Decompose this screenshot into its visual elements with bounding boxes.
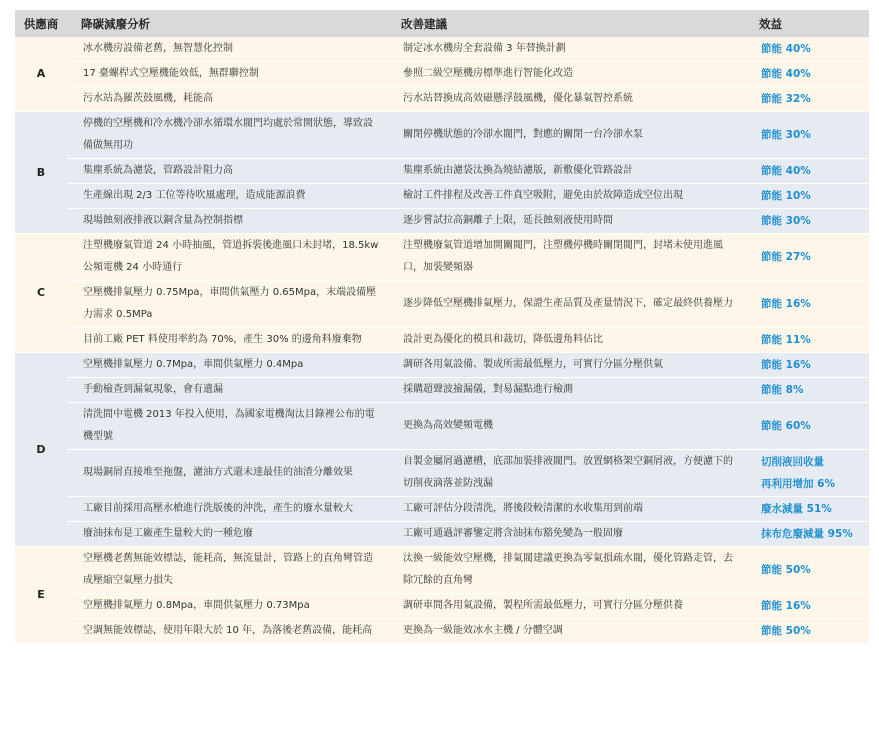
- header-effect: 效益: [745, 10, 869, 37]
- effect-cell: [745, 209, 869, 234]
- table-row: [15, 234, 869, 281]
- effect-cell: [745, 522, 869, 547]
- improvement-table: [15, 10, 869, 644]
- effect-cell: [745, 281, 869, 328]
- suggestion-cell: 檢討工件排程及改善工件真空吸附，避免由於故障造成空位出現: [387, 184, 745, 209]
- effect-value: 節能 11%: [761, 334, 811, 346]
- effect-value: 再利用增加 6%: [761, 478, 835, 490]
- analysis-cell: 污水站為羅茨鼓風機，耗能高: [67, 87, 387, 112]
- suggestion-cell: 調研車間各用氣設備，製程所需最低壓力，可實行分區分壓供養: [387, 594, 745, 619]
- effect-value: 節能 50%: [761, 564, 811, 576]
- analysis-cell: 空壓機老舊無能效標誌，能耗高，無流量計，管路上的直角彎管造成壓縮空氣壓力損失: [67, 547, 387, 594]
- suggestion-cell: 制定冰水機房全套設備 3 年替換計劃: [387, 37, 745, 62]
- analysis-cell: 生產線出現 2/3 工位等待吹風處理，造成能源浪費: [67, 184, 387, 209]
- suggestion-cell: 更換為一級能效冰水主機 / 分體空調: [387, 619, 745, 644]
- suggestion-cell: 關閉停機狀態的冷卻水閥門，對應的關閉一台冷卻水泵: [387, 112, 745, 159]
- analysis-cell: 17 臺螺桿式空壓機能效低，無群聯控制: [67, 62, 387, 87]
- effect-cell: [745, 497, 869, 522]
- effect-value: 節能 30%: [761, 215, 811, 227]
- analysis-cell: 停機的空壓機和冷水機冷卻水循環水閥門均處於常開狀態，導致設備做無用功: [67, 112, 387, 159]
- analysis-cell: 冰水機房設備老舊，無智慧化控制: [67, 37, 387, 62]
- effect-cell: [745, 547, 869, 594]
- suggestion-cell: 工廠可通過評審鑒定將含油抹布豁免變為一般固廢: [387, 522, 745, 547]
- header-suggestion: 改善建議: [387, 10, 745, 37]
- suggestion-cell: 逐步降低空壓機排氣壓力，保證生產品質及產量情況下，確定最終供養壓力: [387, 281, 745, 328]
- improvement-table-container: [15, 10, 869, 644]
- effect-value: 抹布危廢減量 95%: [761, 528, 853, 540]
- effect-cell: [745, 112, 869, 159]
- suggestion-cell: 採購超聲波撿漏儀，對易漏點進行檢測: [387, 378, 745, 403]
- table-header-row: [15, 10, 869, 37]
- effect-cell: [745, 87, 869, 112]
- effect-value: 節能 40%: [761, 43, 811, 55]
- analysis-cell: 工廠目前採用高壓水槍進行洗版後的沖洗，產生的廢水量較大: [67, 497, 387, 522]
- effect-cell: [745, 403, 869, 450]
- analysis-cell: 集塵系統為濾袋，管路設計阻力高: [67, 159, 387, 184]
- effect-value: 節能 16%: [761, 359, 811, 371]
- effect-value: 節能 27%: [761, 251, 811, 263]
- suggestion-cell: 設計更為優化的模具和裁切，降低邊角料佔比: [387, 328, 745, 353]
- analysis-cell: 空壓機排氣壓力 0.8Mpa，車間供氣壓力 0.73Mpa: [67, 594, 387, 619]
- table-body: [15, 37, 869, 644]
- effect-cell: [745, 353, 869, 378]
- table-row: [15, 353, 869, 378]
- suggestion-cell: 注塑機廢氣管道增加開關閥門，注塑機停機時關閉閥門，封堵未使用進風口，加裝變頻器: [387, 234, 745, 281]
- table-row: [15, 209, 869, 234]
- supplier-cell: C: [15, 234, 67, 353]
- effect-cell: [745, 37, 869, 62]
- effect-value: 節能 32%: [761, 93, 811, 105]
- effect-value: 節能 10%: [761, 190, 811, 202]
- table-row: [15, 547, 869, 594]
- table-row: [15, 281, 869, 328]
- table-row: [15, 37, 869, 62]
- effect-value: 廢水減量 51%: [761, 503, 832, 515]
- analysis-cell: 廢油抹布是工廠產生量較大的一種危廢: [67, 522, 387, 547]
- table-row: [15, 328, 869, 353]
- suggestion-cell: 逐步嘗試拉高銅離子上限，延長蝕刻液使用時間: [387, 209, 745, 234]
- analysis-cell: 空壓機排氣壓力 0.7Mpa，車間供氣壓力 0.4Mpa: [67, 353, 387, 378]
- table-row: [15, 403, 869, 450]
- analysis-cell: 目前工廠 PET 料使用率約為 70%，產生 30% 的邊角料廢棄物: [67, 328, 387, 353]
- supplier-cell: D: [15, 353, 67, 547]
- supplier-cell: A: [15, 37, 67, 112]
- suggestion-cell: 污水站替換成高效磁懸浮鼓風機，優化暴氣智控系統: [387, 87, 745, 112]
- table-row: [15, 159, 869, 184]
- analysis-cell: 注塑機廢氣管道 24 小時抽風，管道拆裝後進風口未封堵，18.5kw 公頻電機 24 小時通行: [67, 234, 387, 281]
- table-row: [15, 594, 869, 619]
- effect-value: 節能 16%: [761, 600, 811, 612]
- table-row: [15, 450, 869, 497]
- header-analysis: 降碳減廢分析: [67, 10, 387, 37]
- suggestion-cell: 汰換一級能效空壓機，排氣閥建議更換為零氣損疏水閥，優化管路走管，去除冗餘的直角彎: [387, 547, 745, 594]
- effect-value: 節能 8%: [761, 384, 804, 396]
- effect-value: 節能 30%: [761, 129, 811, 141]
- suggestion-cell: 自製金屬屑過濾槽，底部加裝排液閥門。放置網格架空銅屑液，方便濾下的切削夜滴落並防洩漏: [387, 450, 745, 497]
- suggestion-cell: 工廠可評估分段清洗，將後段較清潔的水收集用到前端: [387, 497, 745, 522]
- table-row: [15, 378, 869, 403]
- analysis-cell: 空壓機排氣壓力 0.75Mpa，車間供氣壓力 0.65Mpa，末端設備壓力需求 0.5MPa: [67, 281, 387, 328]
- analysis-cell: 空調無能效標誌，使用年限大於 10 年，為落後老舊設備，能耗高: [67, 619, 387, 644]
- effect-cell: [745, 62, 869, 87]
- table-row: [15, 619, 869, 644]
- effect-value: 節能 50%: [761, 625, 811, 637]
- table-row: [15, 184, 869, 209]
- header-supplier: 供應商: [15, 10, 67, 37]
- supplier-cell: B: [15, 112, 67, 234]
- table-row: [15, 62, 869, 87]
- effect-cell: [745, 234, 869, 281]
- effect-cell: [745, 184, 869, 209]
- effect-cell: [745, 619, 869, 644]
- analysis-cell: 現場蝕刻液排液以銅含量為控制指標: [67, 209, 387, 234]
- effect-value: 切削液回收量: [761, 456, 824, 468]
- supplier-cell: E: [15, 547, 67, 644]
- effect-value: 節能 40%: [761, 165, 811, 177]
- table-row: [15, 497, 869, 522]
- table-row: [15, 87, 869, 112]
- effect-cell: [745, 594, 869, 619]
- effect-value: 節能 40%: [761, 68, 811, 80]
- effect-cell: [745, 159, 869, 184]
- effect-cell: [745, 378, 869, 403]
- effect-cell: [745, 450, 869, 497]
- effect-value: 節能 16%: [761, 298, 811, 310]
- analysis-cell: 手動檢查到漏氣現象，會有遺漏: [67, 378, 387, 403]
- analysis-cell: 清洗間中電機 2013 年投入使用，為國家電機淘汰目錄裡公布的電機型號: [67, 403, 387, 450]
- table-row: [15, 522, 869, 547]
- suggestion-cell: 調研各用氣設備、製成所需最低壓力，可實行分區分壓供氣: [387, 353, 745, 378]
- effect-value: 節能 60%: [761, 420, 811, 432]
- effect-cell: [745, 328, 869, 353]
- analysis-cell: 現場銅屑直接堆至拖盤，濾油方式還未達最佳的油渣分離效果: [67, 450, 387, 497]
- suggestion-cell: 參照二級空壓機房標準進行智能化改造: [387, 62, 745, 87]
- suggestion-cell: 更換為高效變頻電機: [387, 403, 745, 450]
- suggestion-cell: 集塵系統由濾袋汰換為燒結濾版，新敷優化管路設計: [387, 159, 745, 184]
- table-row: [15, 112, 869, 159]
